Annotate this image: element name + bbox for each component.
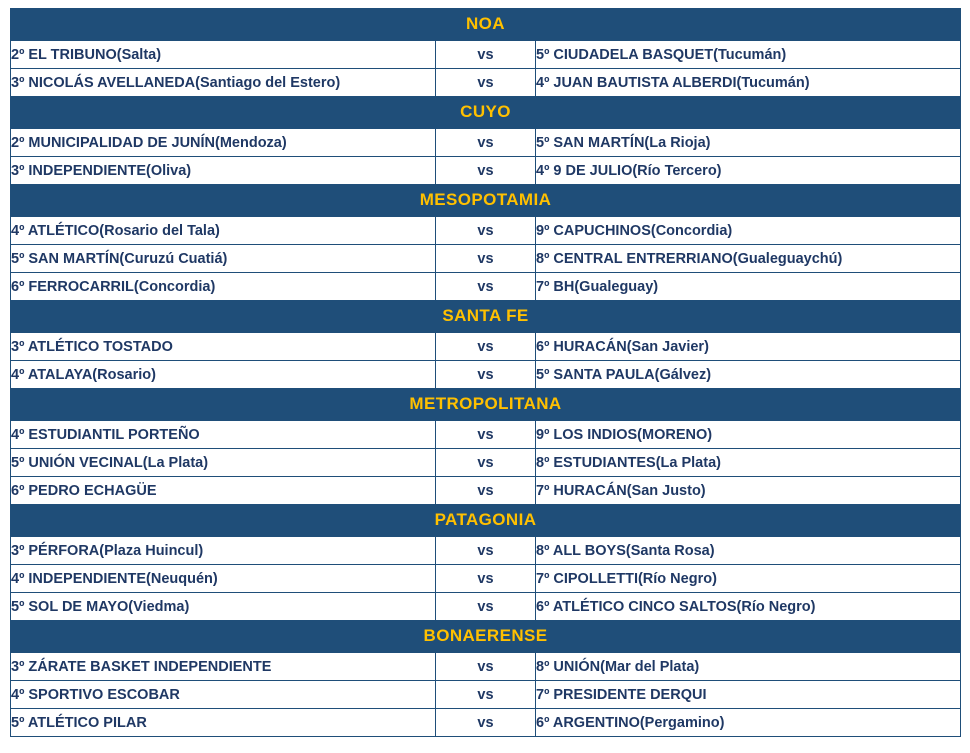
home-team: 4º INDEPENDIENTE(Neuquén) xyxy=(11,565,436,593)
home-team: 3º INDEPENDIENTE(Oliva) xyxy=(11,157,436,185)
versus-label: vs xyxy=(436,41,536,69)
versus-label: vs xyxy=(436,709,536,737)
home-team: 5º SAN MARTÍN(Curuzú Cuatiá) xyxy=(11,245,436,273)
versus-label: vs xyxy=(436,273,536,301)
fixtures-table-body xyxy=(11,9,961,737)
versus-label: vs xyxy=(436,157,536,185)
away-team: 8º CENTRAL ENTRERRIANO(Gualeguaychú) xyxy=(536,245,961,273)
table-row xyxy=(11,273,961,301)
home-team: 4º ATALAYA(Rosario) xyxy=(11,361,436,389)
region-title: BONAERENSE xyxy=(11,621,961,653)
away-team: 7º HURACÁN(San Justo) xyxy=(536,477,961,505)
home-team: 6º FERROCARRIL(Concordia) xyxy=(11,273,436,301)
table-row xyxy=(11,129,961,157)
region-header-row xyxy=(11,301,961,333)
region-title: MESOPOTAMIA xyxy=(11,185,961,217)
home-team: 3º ZÁRATE BASKET INDEPENDIENTE xyxy=(11,653,436,681)
table-row xyxy=(11,245,961,273)
region-title: NOA xyxy=(11,9,961,41)
versus-label: vs xyxy=(436,681,536,709)
versus-label: vs xyxy=(436,421,536,449)
versus-label: vs xyxy=(436,477,536,505)
home-team: 5º UNIÓN VECINAL(La Plata) xyxy=(11,449,436,477)
home-team: 3º ATLÉTICO TOSTADO xyxy=(11,333,436,361)
home-team: 4º ATLÉTICO(Rosario del Tala) xyxy=(11,217,436,245)
away-team: 8º ESTUDIANTES(La Plata) xyxy=(536,449,961,477)
away-team: 8º UNIÓN(Mar del Plata) xyxy=(536,653,961,681)
table-row xyxy=(11,333,961,361)
away-team: 7º BH(Gualeguay) xyxy=(536,273,961,301)
table-row xyxy=(11,41,961,69)
home-team: 2º EL TRIBUNO(Salta) xyxy=(11,41,436,69)
away-team: 5º CIUDADELA BASQUET(Tucumán) xyxy=(536,41,961,69)
table-row xyxy=(11,361,961,389)
home-team: 4º SPORTIVO ESCOBAR xyxy=(11,681,436,709)
away-team: 4º 9 DE JULIO(Río Tercero) xyxy=(536,157,961,185)
table-row xyxy=(11,421,961,449)
versus-label: vs xyxy=(436,245,536,273)
region-header-row xyxy=(11,97,961,129)
region-title: CUYO xyxy=(11,97,961,129)
region-title: METROPOLITANA xyxy=(11,389,961,421)
versus-label: vs xyxy=(436,361,536,389)
away-team: 7º CIPOLLETTI(Río Negro) xyxy=(536,565,961,593)
region-title: PATAGONIA xyxy=(11,505,961,537)
home-team: 3º PÉRFORA(Plaza Huincul) xyxy=(11,537,436,565)
region-header-row xyxy=(11,9,961,41)
table-row xyxy=(11,681,961,709)
versus-label: vs xyxy=(436,449,536,477)
table-row xyxy=(11,477,961,505)
away-team: 6º HURACÁN(San Javier) xyxy=(536,333,961,361)
table-row xyxy=(11,217,961,245)
versus-label: vs xyxy=(436,129,536,157)
table-row xyxy=(11,157,961,185)
table-row xyxy=(11,653,961,681)
versus-label: vs xyxy=(436,653,536,681)
table-row xyxy=(11,69,961,97)
region-header-row xyxy=(11,621,961,653)
home-team: 3º NICOLÁS AVELLANEDA(Santiago del Estero) xyxy=(11,69,436,97)
away-team: 7º PRESIDENTE DERQUI xyxy=(536,681,961,709)
versus-label: vs xyxy=(436,593,536,621)
region-header-row xyxy=(11,185,961,217)
away-team: 9º LOS INDIOS(MORENO) xyxy=(536,421,961,449)
versus-label: vs xyxy=(436,537,536,565)
home-team: 6º PEDRO ECHAGÜE xyxy=(11,477,436,505)
home-team: 2º MUNICIPALIDAD DE JUNÍN(Mendoza) xyxy=(11,129,436,157)
away-team: 4º JUAN BAUTISTA ALBERDI(Tucumán) xyxy=(536,69,961,97)
away-team: 9º CAPUCHINOS(Concordia) xyxy=(536,217,961,245)
region-header-row xyxy=(11,505,961,537)
versus-label: vs xyxy=(436,217,536,245)
table-row xyxy=(11,449,961,477)
home-team: 5º SOL DE MAYO(Viedma) xyxy=(11,593,436,621)
region-header-row xyxy=(11,389,961,421)
away-team: 5º SANTA PAULA(Gálvez) xyxy=(536,361,961,389)
table-row xyxy=(11,537,961,565)
home-team: 5º ATLÉTICO PILAR xyxy=(11,709,436,737)
away-team: 6º ATLÉTICO CINCO SALTOS(Río Negro) xyxy=(536,593,961,621)
region-title: SANTA FE xyxy=(11,301,961,333)
home-team: 4º ESTUDIANTIL PORTEÑO xyxy=(11,421,436,449)
away-team: 5º SAN MARTÍN(La Rioja) xyxy=(536,129,961,157)
versus-label: vs xyxy=(436,565,536,593)
table-row xyxy=(11,593,961,621)
versus-label: vs xyxy=(436,333,536,361)
table-row xyxy=(11,565,961,593)
away-team: 6º ARGENTINO(Pergamino) xyxy=(536,709,961,737)
away-team: 8º ALL BOYS(Santa Rosa) xyxy=(536,537,961,565)
table-row xyxy=(11,709,961,737)
fixtures-table xyxy=(10,8,961,737)
versus-label: vs xyxy=(436,69,536,97)
